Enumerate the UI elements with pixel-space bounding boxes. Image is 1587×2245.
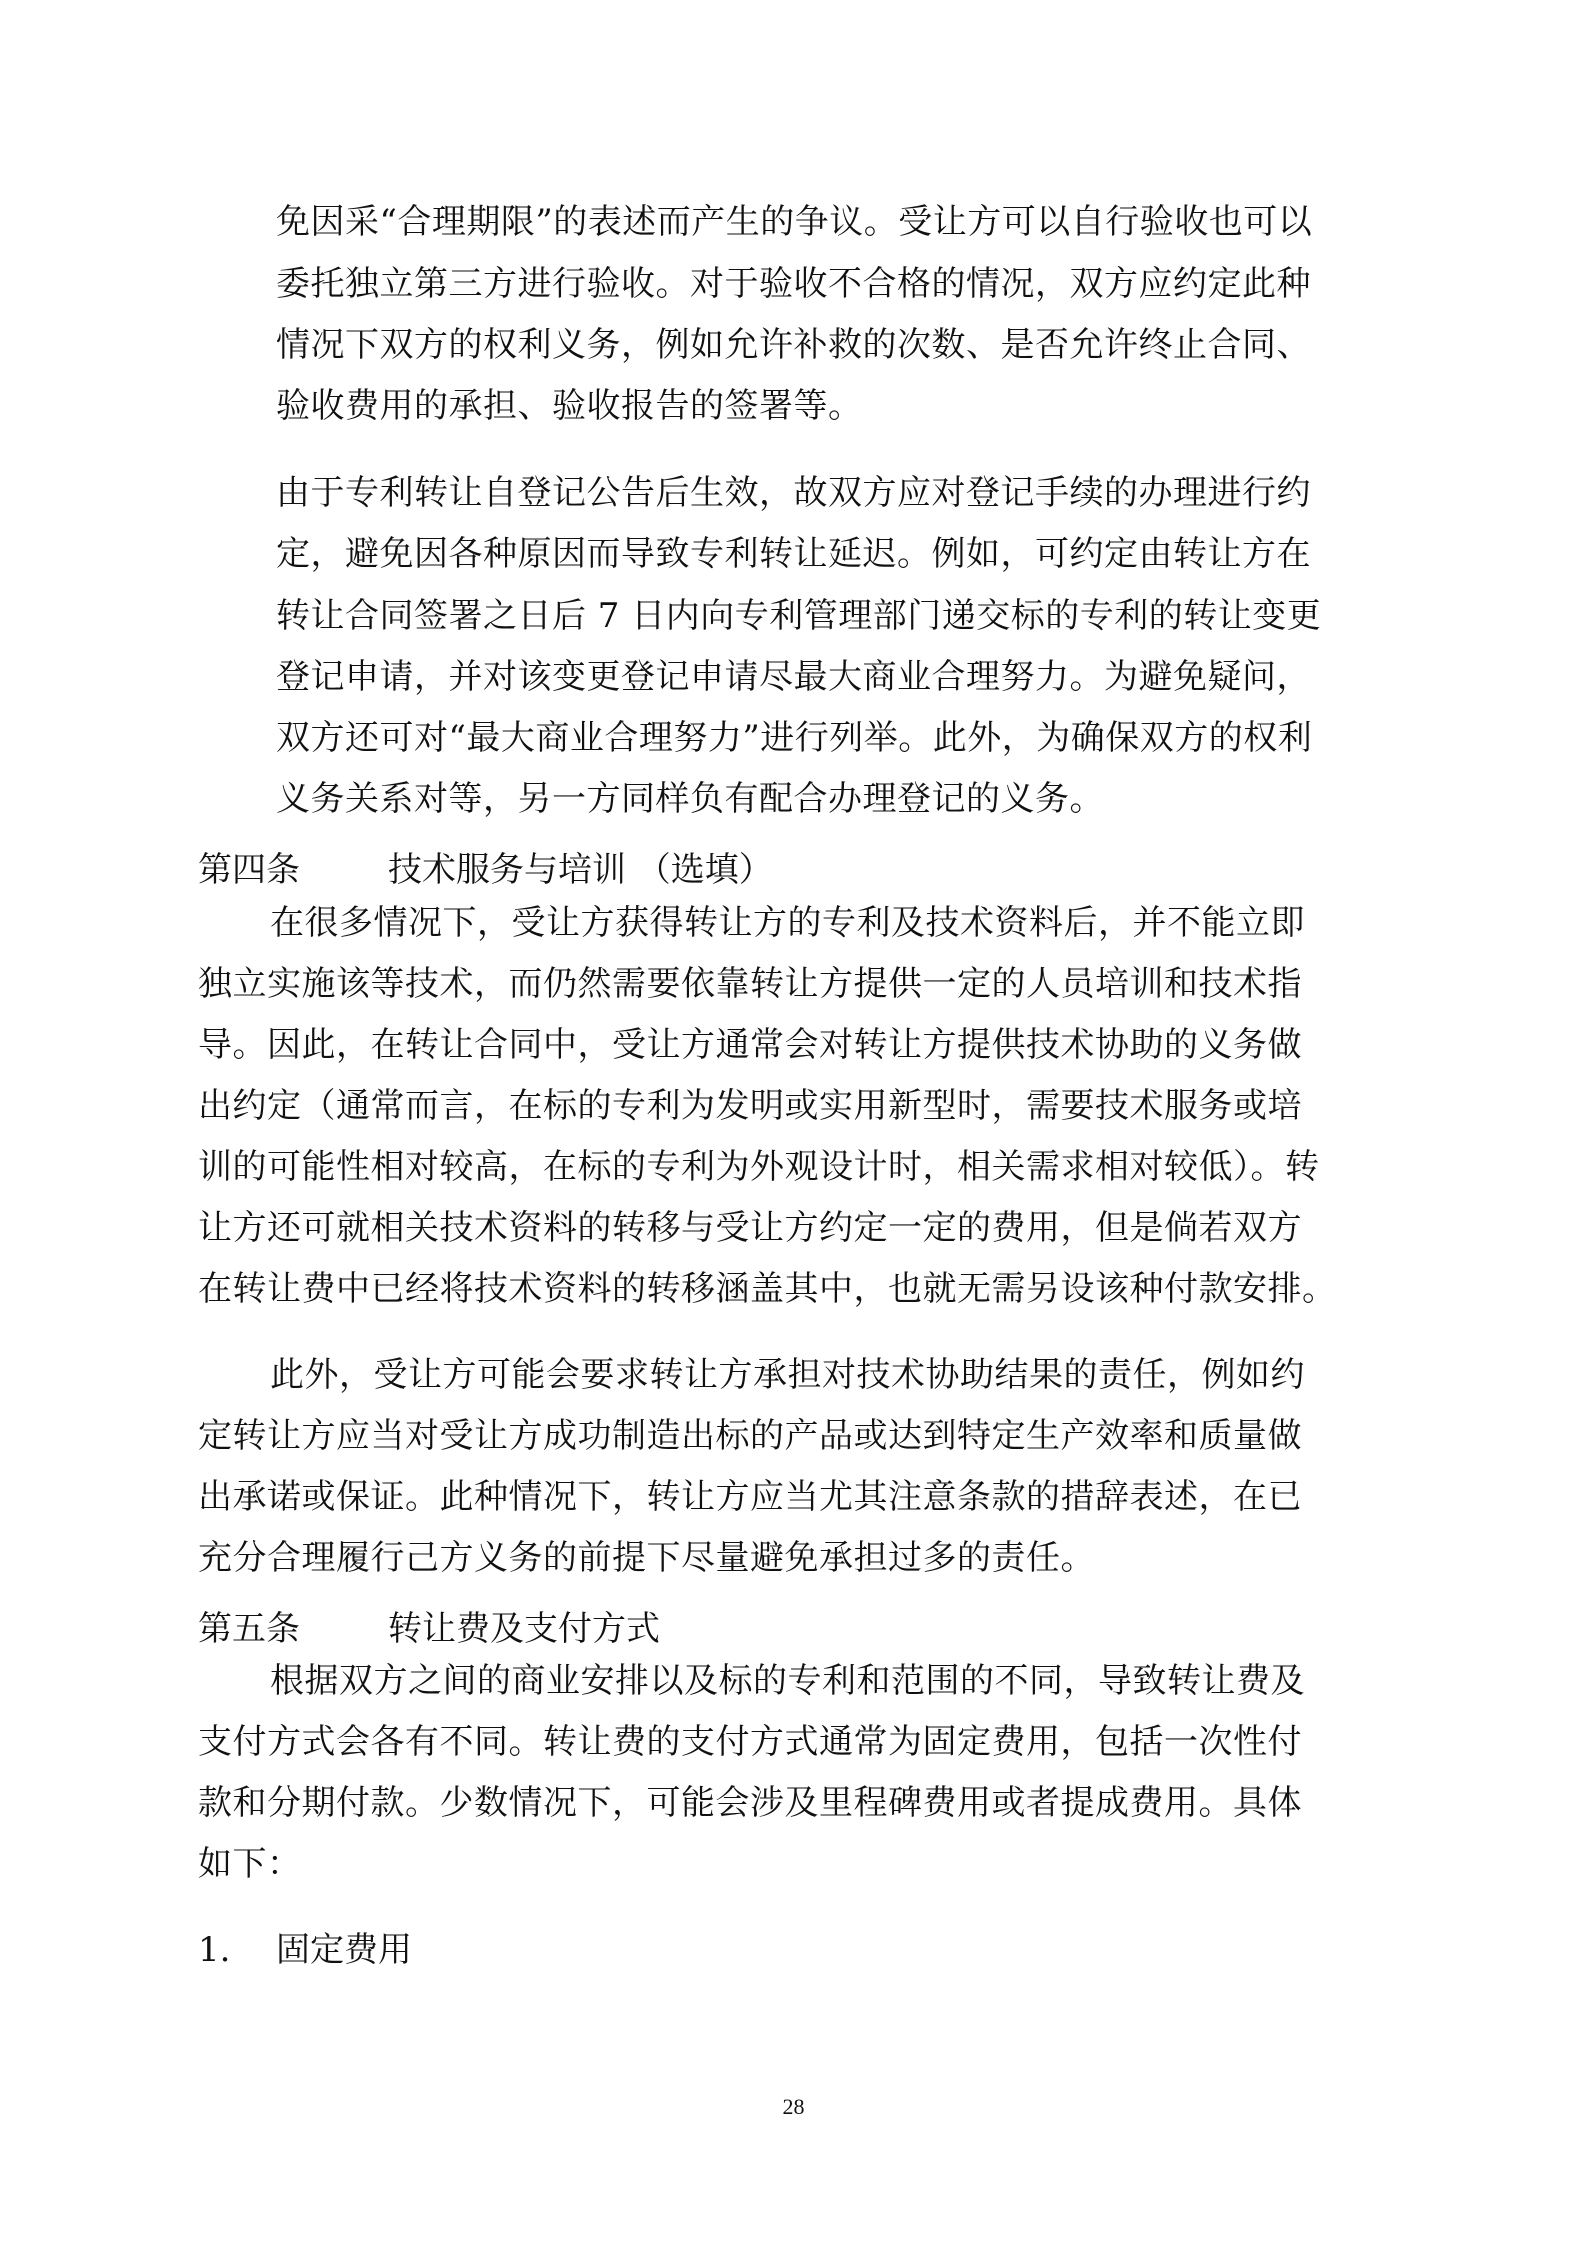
text-line: 出承诺或保证。此种情况下，转让方应当尤其注意条款的措辞表述，在已 bbox=[198, 1477, 1302, 1517]
text-line: 根据双方之间的商业安排以及标的专利和范围的不同，导致转让费及 bbox=[270, 1661, 1305, 1701]
text-line: 在很多情况下，受让方获得转让方的专利及技术资料后，并不能立即 bbox=[270, 903, 1305, 943]
list-item-text: 固定费用 bbox=[276, 1930, 412, 1970]
list-marker: 1. bbox=[198, 1930, 231, 1970]
section-heading-article-4 bbox=[198, 845, 773, 895]
text-line: 委托独立第三方进行验收。对于验收不合格的情况，双方应约定此种 bbox=[276, 264, 1311, 304]
text-line: 款和分期付款。少数情况下，可能会涉及里程碑费用或者提成费用。具体 bbox=[198, 1783, 1302, 1823]
text-line: 验收费用的承担、验收报告的签署等。 bbox=[276, 386, 863, 426]
text-line: 充分合理履行己方义务的前提下尽量避免承担过多的责任。 bbox=[198, 1538, 1095, 1578]
text-line: 由于专利转让自登记公告后生效，故双方应对登记手续的办理进行约 bbox=[276, 473, 1311, 513]
page-number: 28 bbox=[782, 2094, 805, 2119]
text-line: 义务关系对等，另一方同样负有配合办理登记的义务。 bbox=[276, 779, 1104, 819]
article-number: 第四条 bbox=[198, 850, 300, 890]
text-line: 情况下双方的权利义务，例如允许补救的次数、是否允许终止合同、 bbox=[276, 325, 1311, 365]
text-line: 训的可能性相对较高，在标的专利为外观设计时，相关需求相对较低）。转 bbox=[198, 1147, 1320, 1187]
text-line: 在转让费中已经将技术资料的转移涵盖其中，也就无需另设该种付款安排。 bbox=[198, 1269, 1337, 1309]
text-line: 登记申请，并对该变更登记申请尽最大商业合理努力。为避免疑问， bbox=[276, 657, 1311, 697]
text-line: 定，避免因各种原因而导致专利转让延迟。例如，可约定由转让方在 bbox=[276, 534, 1311, 574]
article-title: 技术服务与培训 （选填） bbox=[388, 850, 773, 890]
text-line: 此外，受让方可能会要求转让方承担对技术协助结果的责任，例如约 bbox=[270, 1355, 1305, 1395]
text-line: 导。因此，在转让合同中，受让方通常会对转让方提供技术协助的义务做 bbox=[198, 1025, 1302, 1065]
list-item bbox=[198, 1925, 412, 1975]
text-line: 如下： bbox=[198, 1844, 302, 1884]
text-line: 免因采“合理期限”的表述而产生的争议。受让方可以自行验收也可以 bbox=[276, 202, 1313, 242]
text-line: 出约定（通常而言，在标的专利为发明或实用新型时，需要技术服务或培 bbox=[198, 1086, 1302, 1126]
section-heading-article-5 bbox=[198, 1604, 660, 1654]
text-line: 独立实施该等技术，而仍然需要依靠转让方提供一定的人员培训和技术指 bbox=[198, 964, 1302, 1004]
text-line: 支付方式会各有不同。转让费的支付方式通常为固定费用，包括一次性付 bbox=[198, 1722, 1302, 1762]
article-number: 第五条 bbox=[198, 1609, 300, 1649]
text-line: 双方还可对“最大商业合理努力”进行列举。此外，为确保双方的权利 bbox=[276, 718, 1313, 758]
text-line: 定转让方应当对受让方成功制造出标的产品或达到特定生产效率和质量做 bbox=[198, 1416, 1302, 1456]
article-title: 转让费及支付方式 bbox=[388, 1609, 660, 1649]
text-line: 转让合同签署之日后 7 日内向专利管理部门递交标的专利的转让变更 bbox=[276, 596, 1322, 636]
text-line: 让方还可就相关技术资料的转移与受让方约定一定的费用，但是倘若双方 bbox=[198, 1208, 1302, 1248]
